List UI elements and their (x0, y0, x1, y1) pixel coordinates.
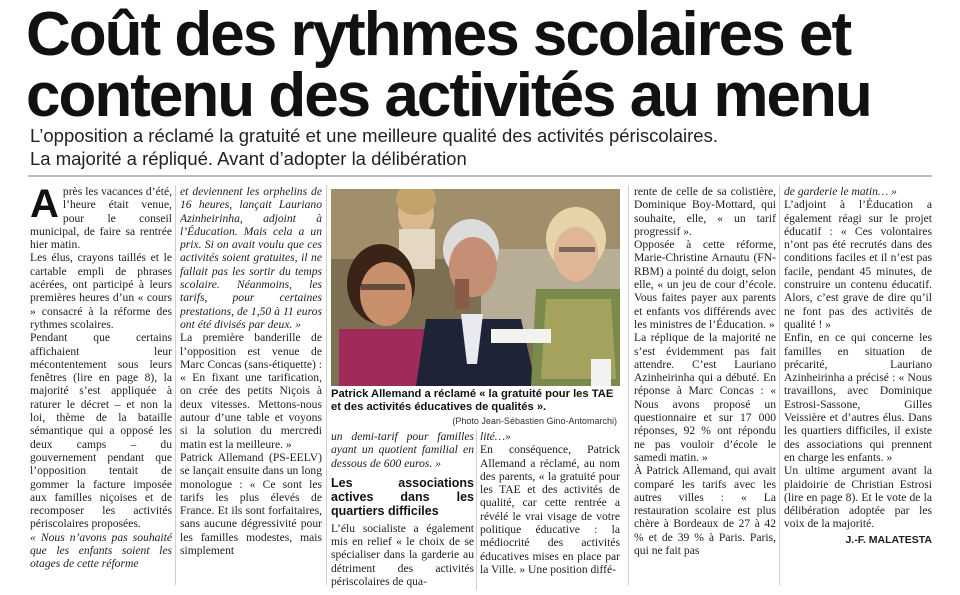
paragraph: La première banderille de l’opposition est venue de Marc Concas (sans-étiquette) : « En fixant une tarification, on crée des petits Niçois à deux vitesses. Mettons-nous autour d’une table et voyons si la solution du mercredi matin est la meilleure. » (180, 331, 322, 451)
paragraph-quote (480, 430, 620, 443)
column-divider (326, 185, 327, 585)
paragraph: rente de celle de sa colistière, Dominique Boy-Mottard, qui souhaite, elle, « un tarif progressif ». (634, 185, 776, 238)
quote-text: et deviennent les orphelins de 16 heures, lançait Lauriano Azinheirinha, adjoint à l’Éducation. Mais cela a un prix. Si on avait voulu que ces activités soient gratuites, il ne fallait pas les sortir du temps scolaire. Néanmoins, les tarifs, pour certaines prestations, de 1,50 à 11 euros ont été divisés par deux. » (180, 185, 322, 331)
lead-paragraph (30, 185, 172, 251)
quote-text: de garderie le matin… » (784, 185, 897, 198)
quote-text: « Nous n’avons pas souhaité que les enfants soient les otages de cette réforme (30, 530, 172, 571)
section-heading: Les associations actives dans les quartiers difficiles (331, 475, 474, 518)
quote-text: lité…» (480, 430, 511, 443)
article-column-2 (180, 185, 322, 595)
paragraph: Les élus, crayons taillés et le cartable empli de phrases acérées, ont participé à leurs premières heures d’un « cours » consacré à la réforme des rythmes scolaires. (30, 251, 172, 331)
paragraph-quote (784, 185, 932, 198)
column-divider (175, 185, 176, 585)
column-divider (779, 185, 780, 585)
paragraph: En conséquence, Patrick Allemand a réclamé, au nom des parents, « la gratuité pour les TAE et des activités de qualité, car cette rentrée a révélé le vrai visage de votre politique éducative : la médiocrité des activités éducatives mises en place par la Ville. » Une position diffé- (480, 443, 620, 576)
article-column-1 (30, 185, 172, 595)
paragraph-quote (30, 531, 172, 571)
paragraph: La réplique de la majorité ne s’est évidemment pas fait attendre. C’est Lauriano Azinheirinha qui a débuté. En réponse à Marc Concas : « Nous avons proposé un questionnaire et sur 17 000 réponses, 92 % ont répondu ne pas vouloir d’école le samedi matin. » (634, 331, 776, 464)
author-byline: J.-F. MALATESTA (845, 533, 932, 546)
paragraph: Patrick Allemand (PS-EELV) se lançait ensuite dans un long monologue : « Ce sont les tarifs les plus élevés de France. Et ils sont forfaitaires, sans aucune dégressivité pour les familles modestes, mais simplement (180, 450, 322, 558)
article-column-3a (331, 430, 474, 595)
photo-caption: Patrick Allemand a réclamé « la gratuité pour les TAE et des activités éducatives de qualités ». (331, 388, 614, 413)
paragraph-quote (331, 430, 474, 470)
standfirst-line-1: L’opposition a réclamé la gratuité et une meilleure qualité des activités périscolaires. (30, 125, 718, 146)
article-column-5 (784, 185, 932, 595)
headline (26, 0, 946, 130)
paragraph-quote (180, 185, 322, 331)
paragraph: Pendant que certains affichaient leur mécontentement sous leurs fenêtres (lire en page 8), la majorité s’est appliquée à raturer le décret – et non la loi, thème de la bataille sémantique qui a opposé les deux camps – du gouvernement pendant que l’opposition tentait de gommer la facture imposée aux familles niçoises et de recomposer les activités périscolaires proposées. (30, 331, 172, 531)
paragraph-text: près les vacances d’été, l’heure était venue, pour le conseil municipal, de faire sa rentrée hier matin. (30, 185, 172, 252)
headline-line-1: Coût des rythmes scolaires et (26, 0, 851, 69)
standfirst (30, 124, 940, 170)
column-divider (476, 430, 477, 590)
paragraph: Enfin, en ce qui concerne les familles en situation de précarité, Lauriano Azinheirinha a précisé : « Nous travaillons, avec Dominique Estrosi-Sassone, Gilles Veissière et d’autres élus. Dans les quartiers difficiles, il existe des associations qui prennent en charge les enfants. » (784, 331, 932, 464)
quote-text: un demi-tarif pour familles ayant un quotient familial en dessous de 600 euros. » (331, 430, 474, 470)
article-column-3b (480, 430, 620, 595)
paragraph: À Patrick Allemand, qui avait comparé les tarifs avec les autres villes : « La restauration scolaire est plus chère à Bordeaux de 27 à 42 % et de 39 % à Paris. Paris, qui ne fait pas (634, 464, 776, 558)
paragraph: L’élu socialiste a également mis en relief « le choix de se spécialiser dans la garderie au détriment des activités périscolaires de qua- (331, 521, 474, 589)
column-divider (628, 185, 629, 585)
paragraph: Un ultime argument avant la plaidoirie de Christian Estrosi (lire en page 8). Et le vote de la délibération adoptée par les voix de la majorité. (784, 464, 932, 531)
headline-line-2: contenu des activités au menu (26, 61, 871, 130)
photo-credit: (Photo Jean-Sébastien Gino-Antomarchi) (452, 416, 617, 426)
paragraph: L’adjoint à l’Éducation a également réagi sur le projet éducatif : « Ces volontaires n’ont pas été recrutés dans des conditions faciles et il n’est pas facile, pendant 45 minutes, de construire un contenu éducatif. Alors, c’est grave de dire qu’il ne font pas des activités de qualité ! » (784, 198, 932, 331)
paragraph: Opposée à cette réforme, Marie-Christine Arnautu (FN-RBM) a pointé du doigt, selon elle, « un jeu de cour d’école. Vous faites payer aux parents et enfants vos différends avec les ministres de l’Éducation. » (634, 238, 776, 331)
header-divider (28, 175, 932, 177)
standfirst-line-2: La majorité a répliqué. Avant d’adopter la délibération (30, 148, 467, 169)
photo-illustration (331, 189, 620, 386)
drop-cap: A (30, 185, 59, 226)
article-column-4 (634, 185, 776, 595)
article-photo (331, 189, 620, 386)
